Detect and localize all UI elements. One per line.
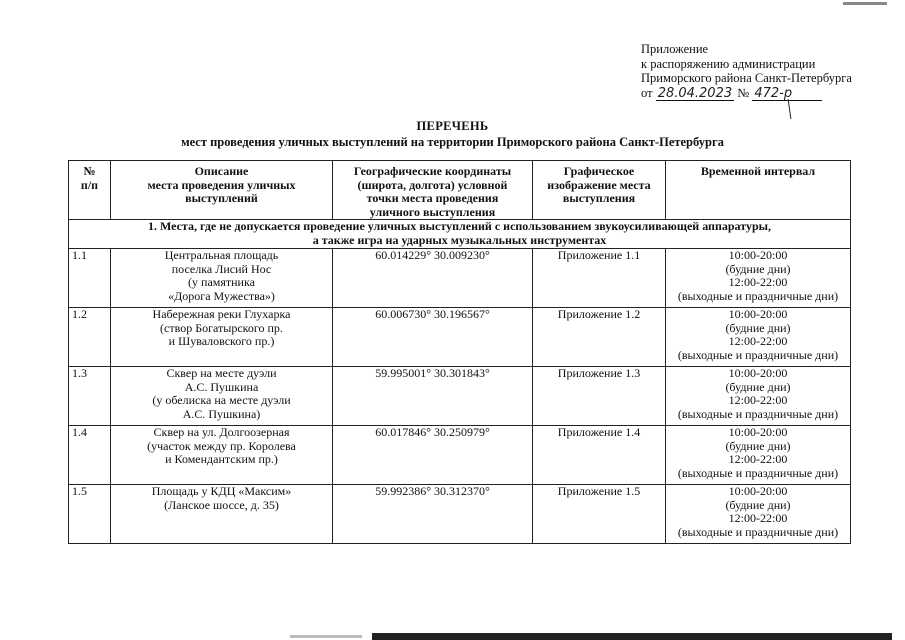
row-graphic: Приложение 1.1	[533, 249, 666, 308]
row-description: Сквер на месте дуэли А.С. Пушкина (у обелиска на месте дуэли А.С. Пушкина)	[111, 367, 333, 426]
section-row	[69, 220, 851, 249]
row-graphic: Приложение 1.5	[533, 485, 666, 544]
handwritten-stroke	[788, 99, 792, 119]
scan-edge-bar	[372, 633, 892, 640]
document-subtitle: мест проведения уличных выступлений на территории Приморского района Санкт-Петербурга	[181, 135, 724, 149]
row-graphic: Приложение 1.4	[533, 426, 666, 485]
row-time: 10:00-20:00 (будние дни) 12:00-22:00 (выходные и праздничные дни)	[666, 367, 851, 426]
row-num: 1.1	[69, 249, 111, 308]
row-coords: 60.017846° 30.250979°	[333, 426, 533, 485]
appendix-line-2: к распоряжению администрации	[641, 56, 816, 71]
row-num: 1.5	[69, 485, 111, 544]
row-description: Площадь у КДЦ «Максим» (Ланское шоссе, д. 35)	[111, 485, 333, 544]
row-description: Сквер на ул. Долгоозерная (участок между пр. Королева и Комендантским пр.)	[111, 426, 333, 485]
row-graphic: Приложение 1.2	[533, 308, 666, 367]
appendix-header	[641, 42, 881, 101]
table-row	[69, 249, 851, 308]
row-time: 10:00-20:00 (будние дни) 12:00-22:00 (выходные и праздничные дни)	[666, 308, 851, 367]
section-title: 1. Места, где не допускается проведение уличных выступлений с использованием звукоусиливающей аппаратуры, а также игра на ударных музыкальных инструментах	[69, 220, 851, 249]
order-number: 472-р	[752, 88, 822, 101]
row-num: 1.2	[69, 308, 111, 367]
header-coords: Географические координаты (широта, долгота) условной точки места проведения уличного выступления	[333, 161, 533, 220]
header-num: № п/п	[69, 161, 111, 220]
header-time: Временной интервал	[666, 161, 851, 220]
order-date-number	[641, 86, 881, 101]
table-header-row	[69, 161, 851, 220]
appendix-line-1: Приложение	[641, 42, 709, 56]
header-description: Описание места проведения уличных выступлений	[111, 161, 333, 220]
row-description: Центральная площадь поселка Лисий Нос (у памятника «Дорога Мужества»)	[111, 249, 333, 308]
table-row	[69, 367, 851, 426]
row-time: 10:00-20:00 (будние дни) 12:00-22:00 (выходные и праздничные дни)	[666, 249, 851, 308]
number-prefix: №	[737, 85, 750, 100]
table-row	[69, 308, 851, 367]
row-time: 10:00-20:00 (будние дни) 12:00-22:00 (выходные и праздничные дни)	[666, 426, 851, 485]
row-coords: 60.006730° 30.196567°	[333, 308, 533, 367]
row-coords: 59.995001° 30.301843°	[333, 367, 533, 426]
locations-table	[68, 160, 851, 544]
table-row	[69, 485, 851, 544]
table-row	[69, 426, 851, 485]
row-coords: 59.992386° 30.312370°	[333, 485, 533, 544]
row-time: 10:00-20:00 (будние дни) 12:00-22:00 (выходные и праздничные дни)	[666, 485, 851, 544]
header-graphic: Графическое изображение места выступления	[533, 161, 666, 220]
scan-mark	[843, 2, 887, 5]
document-title: ПЕРЕЧЕНЬ	[416, 119, 489, 133]
date-prefix: от	[641, 85, 653, 100]
row-num: 1.4	[69, 426, 111, 485]
appendix-line-3: Приморского района Санкт-Петербурга	[641, 71, 852, 85]
order-date: 28.04.2023	[657, 85, 733, 101]
row-num: 1.3	[69, 367, 111, 426]
row-description: Набережная реки Глухарка (створ Богатырского пр. и Шуваловского пр.)	[111, 308, 333, 367]
scan-edge-mark	[290, 635, 362, 638]
row-graphic: Приложение 1.3	[533, 367, 666, 426]
row-coords: 60.014229° 30.009230°	[333, 249, 533, 308]
